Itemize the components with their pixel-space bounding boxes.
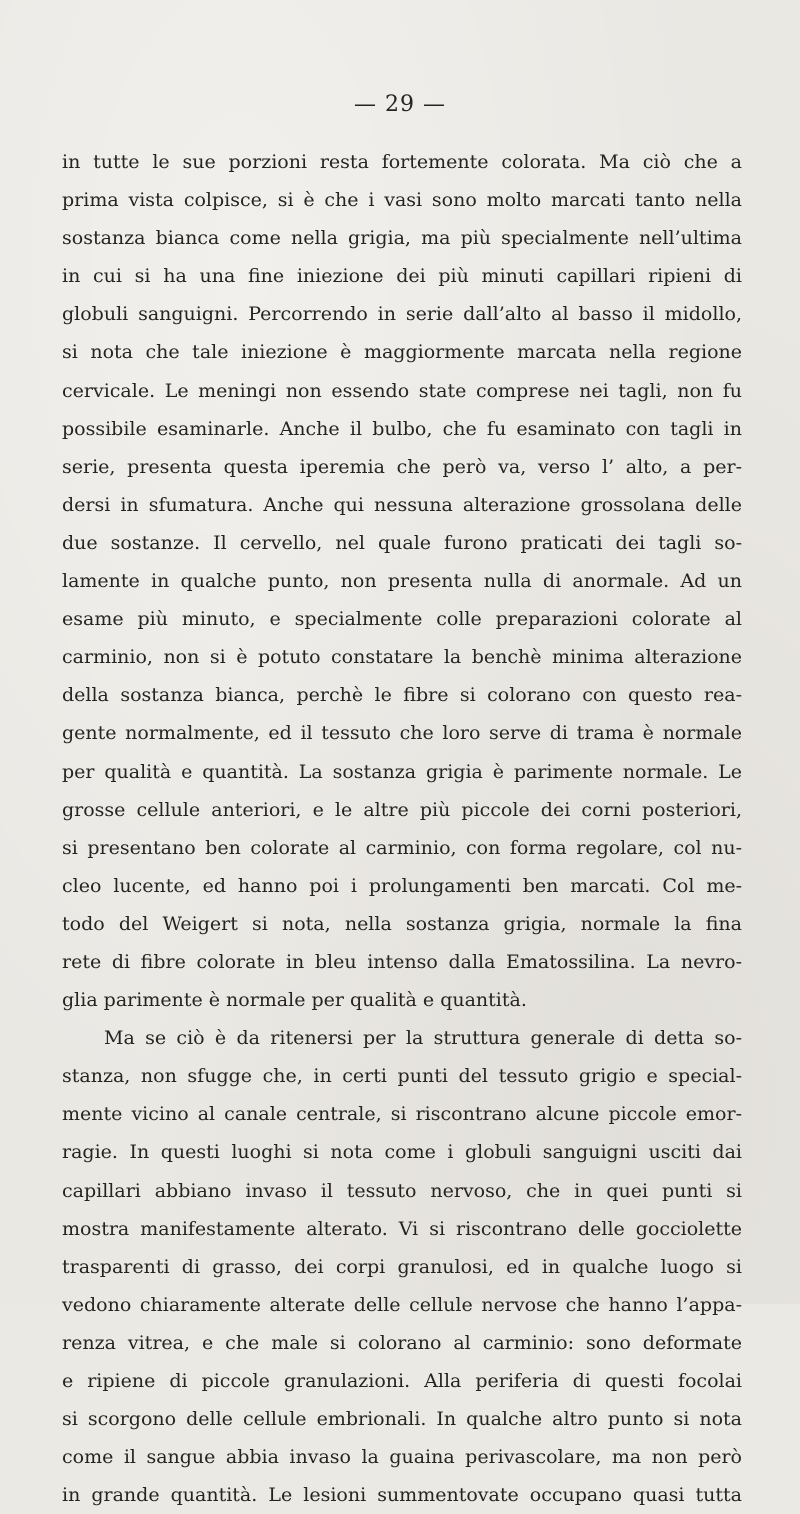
- text-line: todo del Weigert si nota, nella sostanza grigia, normale la fina: [62, 912, 742, 935]
- text-line: capillari abbiano invaso il tessuto nervoso, che in quei punti si: [62, 1179, 742, 1202]
- paragraph-2: [62, 1019, 742, 1514]
- text-line: globuli sanguigni. Percorrendo in serie dall’alto al basso il midollo,: [62, 303, 742, 326]
- text-line: della sostanza bianca, perchè le fibre si colorano con questo rea-: [62, 684, 742, 707]
- text-line: carminio, non si è potuto constatare la benchè minima alterazione: [62, 646, 742, 669]
- text-line: gente normalmente, ed il tessuto che loro serve di trama è normale: [62, 722, 742, 745]
- text-line: cleo lucente, ed hanno poi i prolungamenti ben marcati. Col me-: [62, 874, 742, 897]
- text-line: ragie. In questi luoghi si nota come i globuli sanguigni usciti dai: [62, 1141, 742, 1164]
- text-line: mostra manifestamente alterato. Vi si riscontrano delle gocciolette: [62, 1217, 742, 1240]
- page-number: — 29 —: [354, 92, 446, 117]
- text-line: renza vitrea, e che male si colorano al carminio: sono deformate: [62, 1331, 742, 1354]
- text-line: sostanza bianca come nella grigia, ma più specialmente nell’ultima: [62, 227, 742, 250]
- text-line: glia parimente è normale per qualità e quantità.: [62, 989, 527, 1012]
- text-line: in tutte le sue porzioni resta fortemente colorata. Ma ciò che a: [62, 151, 742, 173]
- text-line: si nota che tale iniezione è maggiormente marcata nella regione: [62, 341, 742, 364]
- body-text: [62, 143, 742, 1514]
- text-line: rete di fibre colorate in bleu intenso dalla Ematossilina. La nevro-: [62, 950, 742, 973]
- text-line: vedono chiaramente alterate delle cellule nervose che hanno l’appa-: [62, 1293, 742, 1316]
- text-line: due sostanze. Il cervello, nel quale furono praticati dei tagli so-: [62, 531, 742, 554]
- text-line: e ripiene di piccole granulazioni. Alla periferia di questi focolai: [62, 1370, 742, 1392]
- text-line: dersi in sfumatura. Anche qui nessuna alterazione grossolana delle: [62, 493, 742, 516]
- text-line: cervicale. Le meningi non essendo state comprese nei tagli, non fu: [62, 379, 742, 402]
- text-line: grosse cellule anteriori, e le altre più piccole dei corni posteriori,: [62, 798, 742, 821]
- text-line: in grande quantità. Le lesioni summentovate occupano quasi tutta: [62, 1484, 742, 1507]
- text-line: si presentano ben colorate al carminio, con forma regolare, col nu-: [62, 836, 742, 859]
- paragraph-1: [62, 143, 742, 1019]
- text-line: mente vicino al canale centrale, si riscontrano alcune piccole emor-: [62, 1103, 742, 1126]
- text-line: serie, presenta questa iperemia che però va, verso l’ alto, a per-: [62, 455, 742, 478]
- text-line: Ma se ciò è da ritenersi per la struttura generale di detta so-: [104, 1027, 742, 1050]
- text-line: come il sangue abbia invaso la guaina perivascolare, ma non però: [62, 1446, 742, 1469]
- text-line: trasparenti di grasso, dei corpi granulosi, ed in qualche luogo si: [62, 1255, 742, 1278]
- text-line: prima vista colpisce, si è che i vasi sono molto marcati tanto nella: [62, 189, 742, 212]
- text-line: stanza, non sfugge che, in certi punti del tessuto grigio e special-: [62, 1065, 742, 1088]
- text-line: esame più minuto, e specialmente colle preparazioni colorate al: [62, 608, 742, 631]
- text-line: si scorgono delle cellule embrionali. In qualche altro punto si nota: [62, 1408, 742, 1431]
- text-line: lamente in qualche punto, non presenta nulla di anormale. Ad un: [62, 570, 742, 593]
- text-line: possibile esaminarle. Anche il bulbo, che fu esaminato con tagli in: [62, 417, 742, 440]
- text-line: per qualità e quantità. La sostanza grigia è parimente normale. Le: [62, 760, 742, 783]
- text-line: in cui si ha una fine iniezione dei più minuti capillari ripieni di: [62, 265, 742, 288]
